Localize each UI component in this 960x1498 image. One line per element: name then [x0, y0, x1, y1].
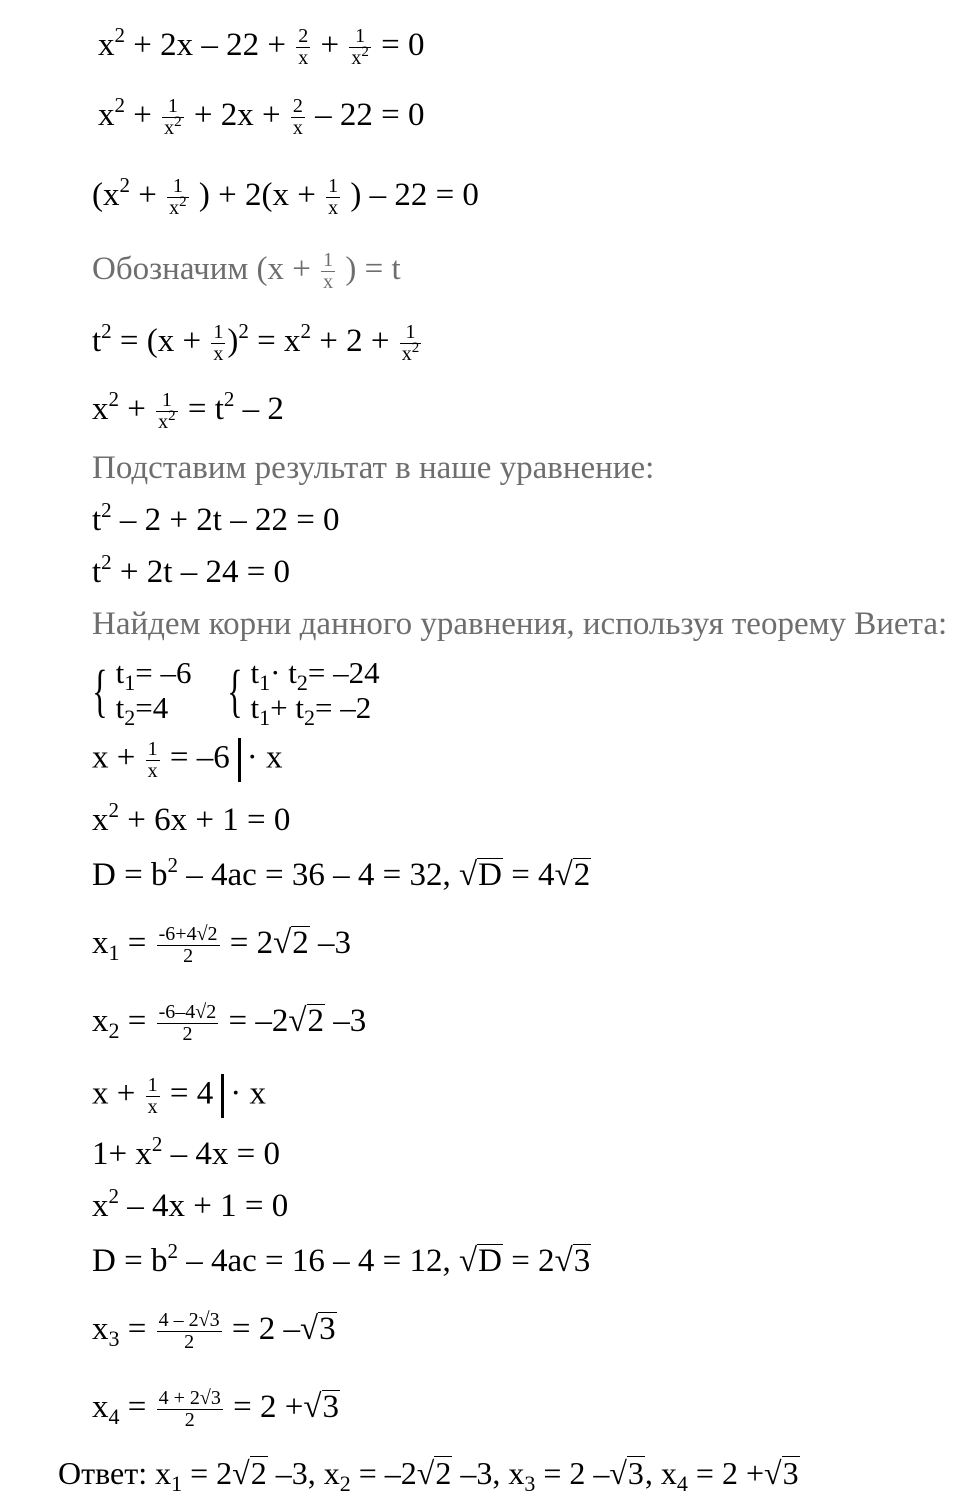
note-vieta: Найдем корни данного уравнения, используя теорему Виета: — [92, 606, 948, 642]
fraction: $\frac{4 + 2√3}{2}$ — [158, 1387, 221, 1431]
equation-line-6: $x^2$ + $\frac{1}{x^2}$ = $t^2 - 2$ — [92, 387, 284, 433]
divider-bar — [238, 738, 241, 782]
vieta-system: $t_1\cdot t_2= -24$ $t_1+ t_2= -2$ — [250, 655, 380, 730]
sqrt: √D — [458, 857, 502, 893]
sqrt: √2 — [554, 857, 591, 893]
sqrt: √3 — [554, 1243, 591, 1279]
vieta-systems — [86, 655, 380, 730]
equation-line-19: $x^2 - 4x + 1 = 0$ — [92, 1184, 289, 1224]
equation-line-2: $x^2$ + $\frac{1}{x^2}$ + 2x + $\frac{2}{x}$ – 22 = 0 — [98, 93, 425, 139]
fraction: $\frac{1}{x}$ — [328, 175, 339, 219]
equation-line-3: ($x^2$ + $\frac{1}{x^2}$ ) + 2(x + $\frac{1}{x}$ ) – 22 = 0 — [92, 173, 479, 219]
fraction: $\frac{1}{x^2}$ — [164, 95, 182, 139]
sqrt: √3 — [299, 1311, 336, 1348]
fraction: $\frac{1}{x^2}$ — [401, 321, 420, 365]
sqrt: √2 — [273, 925, 309, 962]
discriminant-line-2: $D = b^2 - 4ac = 16 - 4 = 12$, √D = 2√3 — [92, 1239, 591, 1279]
divider-bar — [221, 1074, 224, 1118]
fraction: $\frac{2}{x}$ — [298, 25, 309, 69]
brace-icon: { — [92, 657, 108, 723]
fraction: $\frac{-6+4√2}{2}$ — [158, 923, 218, 967]
fraction: $\frac{1}{x}$ — [213, 321, 224, 365]
sqrt: √2 — [416, 1455, 452, 1491]
brace-icon: { — [227, 657, 243, 723]
equation-line-13: $x^2 + 6x + 1 = 0$ — [92, 798, 291, 838]
fraction: $\frac{4 - 2√3}{2}$ — [158, 1309, 220, 1353]
equation-line-9: $t^2 + 2t - 24 = 0$ — [92, 550, 291, 590]
fraction: $\frac{1}{x}$ — [323, 249, 334, 293]
sqrt: √2 — [288, 1003, 325, 1040]
equation-line-8: $t^2 - 2 + 2t - 22 = 0$ — [92, 498, 340, 538]
sqrt: √3 — [303, 1389, 339, 1426]
sqrt: √3 — [609, 1455, 644, 1491]
fraction: $\frac{1}{x^2}$ — [169, 175, 187, 219]
equation-line-1: $x^2 + 2x - 22$ + $\frac{2}{x}$ + $\frac{1}{x^2}$ = 0 — [98, 23, 425, 69]
root-x2: $x_2$ = $\frac{-6-4√2}{2}$ = –2√2 –3 — [92, 1001, 367, 1045]
root-x1: $x_1$ = $\frac{-6+4√2}{2}$ = 2√2 –3 — [92, 923, 352, 967]
sqrt: √3 — [764, 1455, 799, 1491]
root-x4: $x_4$ = $\frac{4 + 2√3}{2}$ = 2 +√3 — [92, 1387, 339, 1431]
fraction: $\frac{1}{x}$ — [147, 737, 158, 782]
fraction: $\frac{1}{x}$ — [147, 1073, 158, 1118]
equation-line-5: $t^2 = (x$ + $\frac{1}{x}$ )$^2 = x^2 + 2$ + $\frac{1}{x^2}$ — [92, 319, 420, 365]
equation-line-18: $1+ x^2 - 4x = 0$ — [92, 1132, 280, 1172]
answer-label: Ответ: — [58, 1455, 148, 1491]
answer-line: Ответ: $x_1 = 2√2$ –3, $x_2 = -2√2$ –3, $x_3 = 2$ –√3, $x_4 = 2 +√3$ — [58, 1455, 799, 1496]
fraction: $\frac{1}{x^2}$ — [351, 25, 369, 69]
fraction: $\frac{-6-4√2}{2}$ — [158, 1001, 217, 1045]
equation-line-12: x + $\frac{1}{x}$ = –6 · x — [92, 737, 283, 782]
fraction: $\frac{1}{x^2}$ — [158, 389, 176, 433]
roots-system: $t_1= -6$ $t_2=4$ — [115, 655, 192, 730]
equation-line-17: x + $\frac{1}{x}$ = 4 · x — [92, 1073, 266, 1118]
discriminant-line-1: $D = b^2 - 4ac = 36 - 4 = 32$, √D = 4√2 — [92, 853, 591, 893]
sqrt: √D — [458, 1243, 502, 1279]
fraction: $\frac{2}{x}$ — [292, 95, 303, 139]
note-substitution: Обозначим (x + $\frac{1}{x}$ ) = t — [92, 249, 401, 293]
sqrt: √2 — [232, 1455, 267, 1491]
note-substitute: Подставим результат в наше уравнение: — [92, 450, 655, 486]
root-x3: $x_3$ = $\frac{4 - 2√3}{2}$ = 2 –√3 — [92, 1309, 336, 1353]
